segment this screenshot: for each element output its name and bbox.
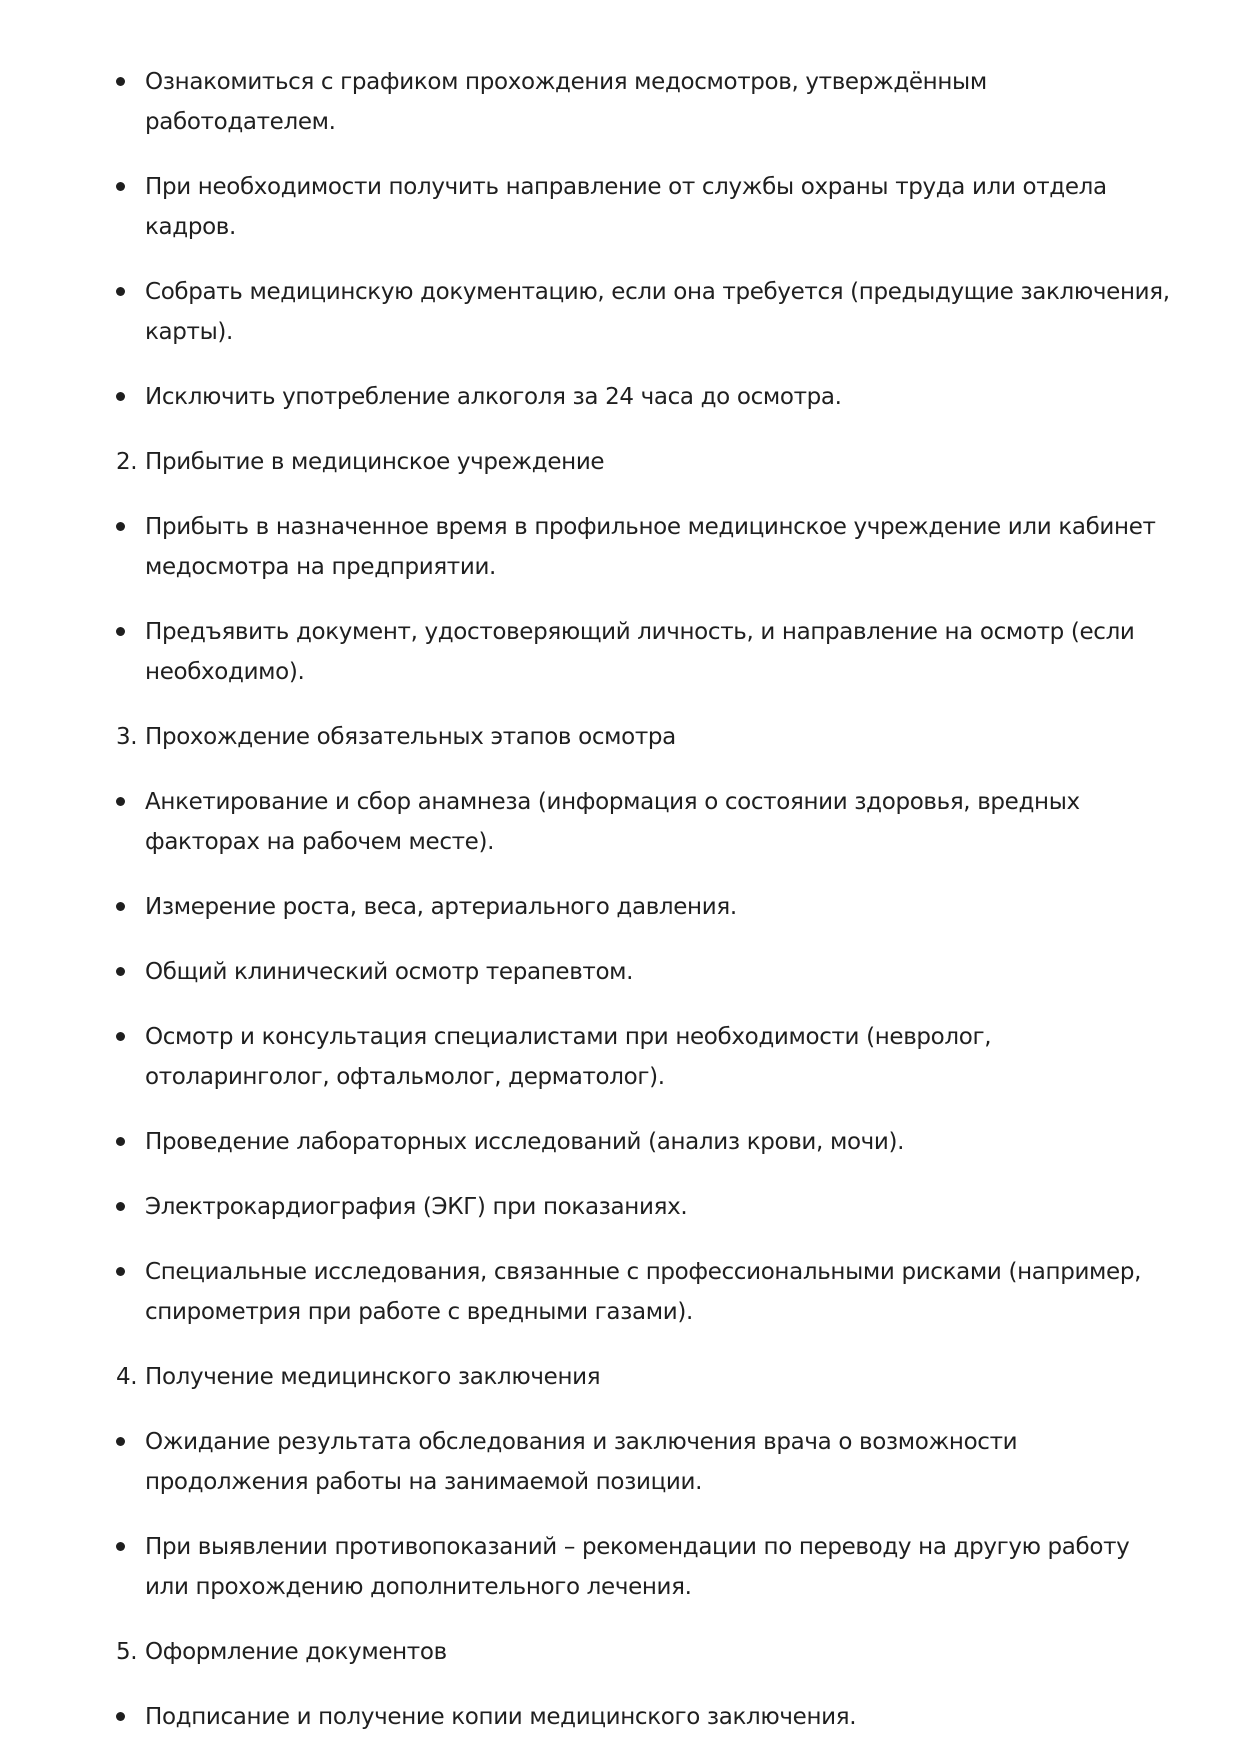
list-item — [0, 782, 1239, 862]
bullet-icon — [116, 1267, 125, 1276]
list-item-text: Проведение лабораторных исследований (анализ крови, мочи). — [145, 1129, 905, 1155]
list-item-text: Анкетирование и сбор анамнеза (информация о состоянии здоровья, вредных факторах на рабочем месте). — [145, 789, 1080, 855]
list-item-text: Осмотр и консультация специалистами при необходимости (невролог, отоларинголог, офтальмолог, дерматолог). — [145, 1024, 992, 1090]
step-number: 4. — [116, 1364, 138, 1390]
list-item — [0, 507, 1239, 587]
list-item — [0, 952, 1239, 992]
list-item — [0, 377, 1239, 417]
list-item — [0, 1017, 1239, 1097]
list-item — [0, 1697, 1239, 1737]
list-item — [0, 887, 1239, 927]
step-number: 2. — [116, 449, 138, 475]
list-item — [0, 62, 1239, 142]
bullet-icon — [116, 1712, 125, 1721]
list-item — [0, 1187, 1239, 1227]
list-item — [0, 1122, 1239, 1162]
bullet-icon — [116, 1542, 125, 1551]
list-item-text: Прибыть в назначенное время в профильное медицинское учреждение или кабинет медосмотра на предприятии. — [145, 514, 1156, 580]
bullet-icon — [116, 1202, 125, 1211]
document-body — [0, 62, 1239, 1762]
bullet-icon — [116, 77, 125, 86]
section-heading-text: Прохождение обязательных этапов осмотра — [145, 724, 676, 750]
list-item-text: Предъявить документ, удостоверяющий личность, и направление на осмотр (если необходимо). — [145, 619, 1135, 685]
section-heading-text: Прибытие в медицинское учреждение — [145, 449, 605, 475]
list-item-text: Измерение роста, веса, артериального давления. — [145, 894, 737, 920]
list-item-text: Общий клинический осмотр терапевтом. — [145, 959, 634, 985]
list-item-text: Электрокардиография (ЭКГ) при показаниях. — [145, 1194, 688, 1220]
list-item — [0, 167, 1239, 247]
list-item-text: Подписание и получение копии медицинского заключения. — [145, 1704, 857, 1730]
list-item-text: Исключить употребление алкоголя за 24 часа до осмотра. — [145, 384, 842, 410]
bullet-icon — [116, 797, 125, 806]
bullet-icon — [116, 627, 125, 636]
list-item-text: Ознакомиться с графиком прохождения медосмотров, утверждённым работодателем. — [145, 69, 987, 135]
list-item — [0, 1422, 1239, 1502]
section-heading-text: Оформление документов — [145, 1639, 447, 1665]
section-heading — [0, 442, 1239, 482]
list-item-text: Специальные исследования, связанные с профессиональными рисками (например, спирометрия при работе с вредными газами). — [145, 1259, 1142, 1325]
bullet-icon — [116, 182, 125, 191]
list-item-text: Собрать медицинскую документацию, если она требуется (предыдущие заключения, карты). — [145, 279, 1170, 345]
section-heading — [0, 1632, 1239, 1672]
bullet-icon — [116, 1032, 125, 1041]
bullet-icon — [116, 1137, 125, 1146]
section-heading — [0, 1357, 1239, 1397]
list-item-text: Ожидание результата обследования и заключения врача о возможности продолжения работы на занимаемой позиции. — [145, 1429, 1018, 1495]
step-number: 3. — [116, 724, 138, 750]
step-number: 5. — [116, 1639, 138, 1665]
list-item-text: При выявлении противопоказаний – рекомендации по переводу на другую работу или прохождению дополнительного лечения. — [145, 1534, 1130, 1600]
bullet-icon — [116, 902, 125, 911]
bullet-icon — [116, 522, 125, 531]
section-heading — [0, 717, 1239, 757]
section-heading-text: Получение медицинского заключения — [145, 1364, 601, 1390]
list-item — [0, 1527, 1239, 1607]
list-item — [0, 612, 1239, 692]
list-item-text: При необходимости получить направление от службы охраны труда или отдела кадров. — [145, 174, 1107, 240]
bullet-icon — [116, 287, 125, 296]
list-item — [0, 1252, 1239, 1332]
bullet-icon — [116, 967, 125, 976]
bullet-icon — [116, 392, 125, 401]
bullet-icon — [116, 1437, 125, 1446]
list-item — [0, 272, 1239, 352]
